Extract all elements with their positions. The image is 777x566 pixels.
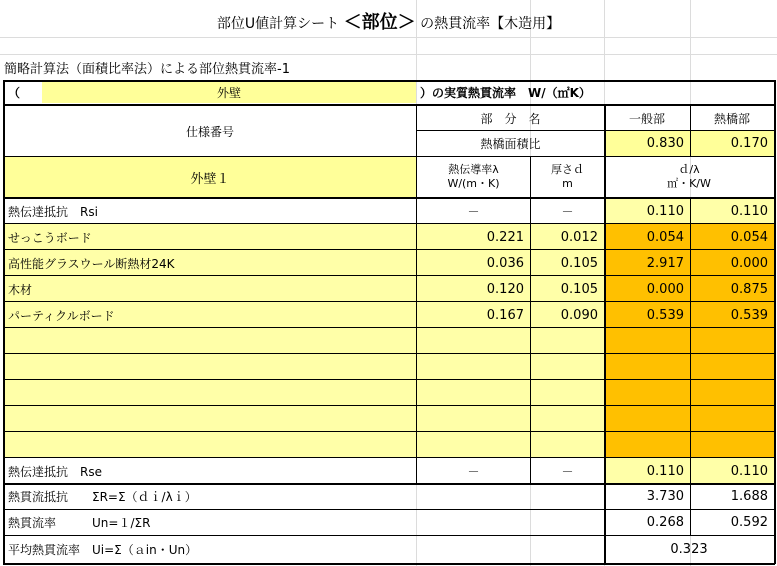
resistance-total-general: 3.730 [646,489,684,504]
resistance-bridge-cell: 0.054 [690,224,774,250]
table-border-line [604,327,774,328]
lambda-cell[interactable]: 0.221 [417,224,530,250]
ratio-general-input[interactable]: 0.830 [605,131,690,156]
section-name-label: 部 分 名 [480,111,541,126]
table-border-line [3,80,775,82]
table-border-line [3,327,605,328]
part-name-input[interactable]: 外壁 [42,82,416,103]
table-border-line [3,223,775,224]
transmittance-general: 0.268 [646,515,684,530]
table-border-line [3,301,605,302]
resistance-total-label: 熱貫流抵抗 ΣR=Σ（ｄｉ/λｉ） [8,490,197,504]
thickness-cell: － [561,464,574,479]
table-border-line [3,405,605,406]
table-border-line [3,431,605,432]
sheet-gridline [0,37,777,38]
part-unit-label: ）の実質熱貫流率 W/（㎡K） [420,85,591,100]
thickness-cell[interactable]: 0.105 [531,276,604,302]
table-border-line [3,197,775,199]
ratio-label: 熱橋面積比 [480,137,541,151]
table-border-line [604,104,606,563]
sheet-gridline [0,54,777,55]
table-border-line [690,104,691,156]
layer-name-cell[interactable]: せっこうボード [4,224,416,250]
col-bridge-label: 熱橋部 [713,111,750,126]
open-paren: （ [8,85,21,100]
table-border-line [604,405,774,406]
resistance-bridge-cell [690,406,774,432]
thickness-cell[interactable] [531,328,604,354]
thickness-cell[interactable] [531,380,604,406]
resistance-general-cell [604,380,690,406]
table-border-line [3,249,605,250]
table-border-line [3,483,775,485]
lambda-cell[interactable] [417,432,530,458]
table-border-line [417,130,774,131]
resistance-general-cell: 0.110 [604,198,690,224]
resistance-bridge-cell: 0.110 [690,198,774,224]
layer-name-cell[interactable] [4,406,416,432]
page-subtitle: 簡略計算法（面積比率法）による部位熱貫流率-1 [4,62,290,77]
table-border-line [530,156,531,484]
average-transmittance-value: 0.323 [670,542,708,557]
thickness-cell[interactable]: 0.012 [531,224,604,250]
lambda-cell: － [467,464,480,479]
thickness-cell[interactable]: 0.105 [531,250,604,276]
table-border-line [604,249,774,250]
layer-name-cell[interactable] [4,432,416,458]
lambda-cell[interactable] [417,380,530,406]
resistance-bridge-cell [690,380,774,406]
layer-name-cell[interactable]: 木材 [4,276,416,302]
table-border-line [604,431,774,432]
resistance-general-cell [604,406,690,432]
lambda-cell[interactable] [417,354,530,380]
table-border-line [3,509,775,510]
resistance-general-cell: 0.539 [604,302,690,328]
table-border-line [3,379,605,380]
table-border-line [3,156,775,157]
layer-name-cell: 熱伝達抵抗 Rse [8,464,102,479]
resistance-general-cell [604,354,690,380]
lambda-cell[interactable]: 0.036 [417,250,530,276]
transmittance-label: 熱貫流率 Un=１/ΣR [8,516,151,530]
resistance-bridge-cell [690,432,774,458]
lambda-cell[interactable]: 0.120 [417,276,530,302]
lambda-cell[interactable] [417,328,530,354]
table-border-line [3,457,775,458]
resistance-general-cell: 0.000 [604,276,690,302]
table-border-line [3,563,775,565]
average-transmittance-label: 平均熱貫流率 Ui=Σ（ａin・Un） [8,543,198,557]
resistance-general-cell: 2.917 [604,250,690,276]
thickness-cell[interactable] [531,354,604,380]
title-part-highlight: ＜部位＞ [343,12,416,33]
resistance-bridge-cell [690,328,774,354]
resistance-bridge-cell [690,354,774,380]
table-border-line [3,353,605,354]
lambda-header: 熱伝導率λ W/(m・K) [447,163,500,190]
resistance-total-bridge: 1.688 [730,489,768,504]
thickness-header: 厚さｄ m [551,163,584,190]
thickness-cell: － [561,204,574,219]
resistance-general-cell: 0.054 [604,224,690,250]
layer-name-cell[interactable] [4,354,416,380]
transmittance-bridge: 0.592 [730,515,768,530]
resistance-general-cell: 0.110 [604,458,690,484]
resistance-general-cell [604,328,690,354]
layer-name-cell[interactable]: 高性能グラスウール断熱材24K [4,250,416,276]
lambda-cell[interactable] [417,406,530,432]
table-border-line [604,379,774,380]
layer-name-cell[interactable] [4,380,416,406]
thickness-cell[interactable] [531,406,604,432]
table-border-line [3,80,5,564]
table-border-line [604,353,774,354]
resistance-bridge-cell: 0.539 [690,302,774,328]
table-border-line [3,275,605,276]
table-border-line [604,275,774,276]
resistance-bridge-cell: 0.875 [690,276,774,302]
layer-name-cell: 熱伝達抵抗 Rsi [8,204,98,219]
thickness-cell[interactable]: 0.090 [531,302,604,328]
col-general-label: 一般部 [628,111,665,126]
thickness-cell[interactable] [531,432,604,458]
table-border-line [604,301,774,302]
table-border-line [416,104,417,484]
table-border-line [3,104,775,106]
resistance-general-cell [604,432,690,458]
table-border-line [774,80,776,564]
layer-name-cell[interactable] [4,328,416,354]
layer-name-cell[interactable]: パーティクルボード [4,302,416,328]
lambda-cell: － [467,204,480,219]
ratio-bridge-input[interactable]: 0.170 [691,131,774,156]
page-title: 部位U値計算シート ＜部位＞ の熱貫流率【木造用】 [216,12,561,33]
resistance-header: ｄ/λ ㎡・K/W [667,163,711,190]
layer-spec-name[interactable]: 外壁１ [4,157,416,197]
spec-number-label: 仕様番号 [185,124,234,139]
table-border-line [3,535,775,536]
resistance-bridge-cell: 0.110 [690,458,774,484]
table-border-line [690,197,691,535]
lambda-cell[interactable]: 0.167 [417,302,530,328]
resistance-bridge-cell: 0.000 [690,250,774,276]
